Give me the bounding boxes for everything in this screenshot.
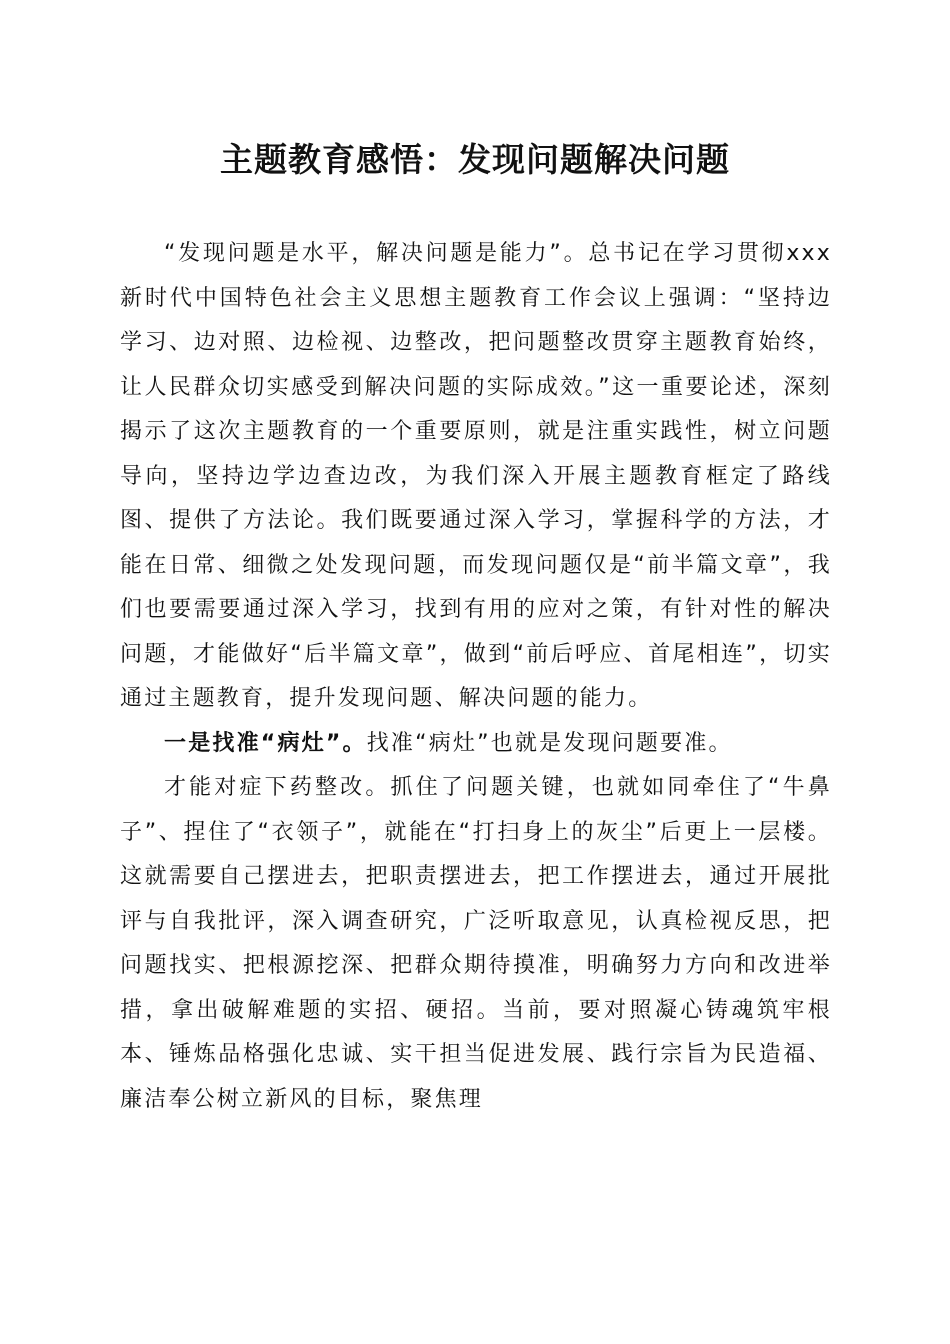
paragraph-intro xyxy=(120,232,832,722)
paragraph-point-one-detail xyxy=(120,766,832,1122)
document-title: 主题教育感悟：发现问题解决问题 xyxy=(220,140,730,179)
paragraph-point-one xyxy=(120,722,832,767)
document-body xyxy=(120,232,832,1122)
paragraph-point-one-detail-text: 才能对症下药整改。抓住了问题关键，也就如同牵住了“牛鼻子”、捏住了“衣领子”，就能在“打扫身上的灰尘”后更上一层楼。这就需要自己摆进去，把职责摆进去，把工作摆进去，通过开展批评与自我批评，深入调查研究，广泛听取意见，认真检视反思，把问题找实、把根源挖深、把群众期待摸准，明确努力方向和改进举措，拿出破解难题的实招、硬招。当前，要对照凝心铸魂筑牢根本、锤炼品格强化忠诚、实干担当促进发展、践行宗旨为民造福、廉洁奉公树立新风的目标，聚焦理 xyxy=(120,775,832,1112)
paragraph-intro-text: “发现问题是水平，解决问题是能力”。总书记在学习贯彻xxx新时代中国特色社会主义思想主题教育工作会议上强调：“坚持边学习、边对照、边检视、边整改，把问题整改贯穿主题教育始终，让人民群众切实感受到解决问题的实际成效。”这一重要论述，深刻揭示了这次主题教育的一个重要原则，就是注重实践性，树立问题导向，坚持边学边查边改，为我们深入开展主题教育框定了路线图、提供了方法论。我们既要通过深入学习，掌握科学的方法，才能在日常、细微之处发现问题，而发现问题仅是“前半篇文章”，我们也要需要通过深入学习，找到有用的应对之策，有针对性的解决问题，才能做好“后半篇文章”，做到“前后呼应、首尾相连”，切实通过主题教育，提升发现问题、解决问题的能力。 xyxy=(120,241,832,711)
paragraph-point-one-text: 找准“病灶”也就是发现问题要准。 xyxy=(366,730,733,756)
paragraph-point-one-lead: 一是找准“病灶”。 xyxy=(164,730,367,756)
